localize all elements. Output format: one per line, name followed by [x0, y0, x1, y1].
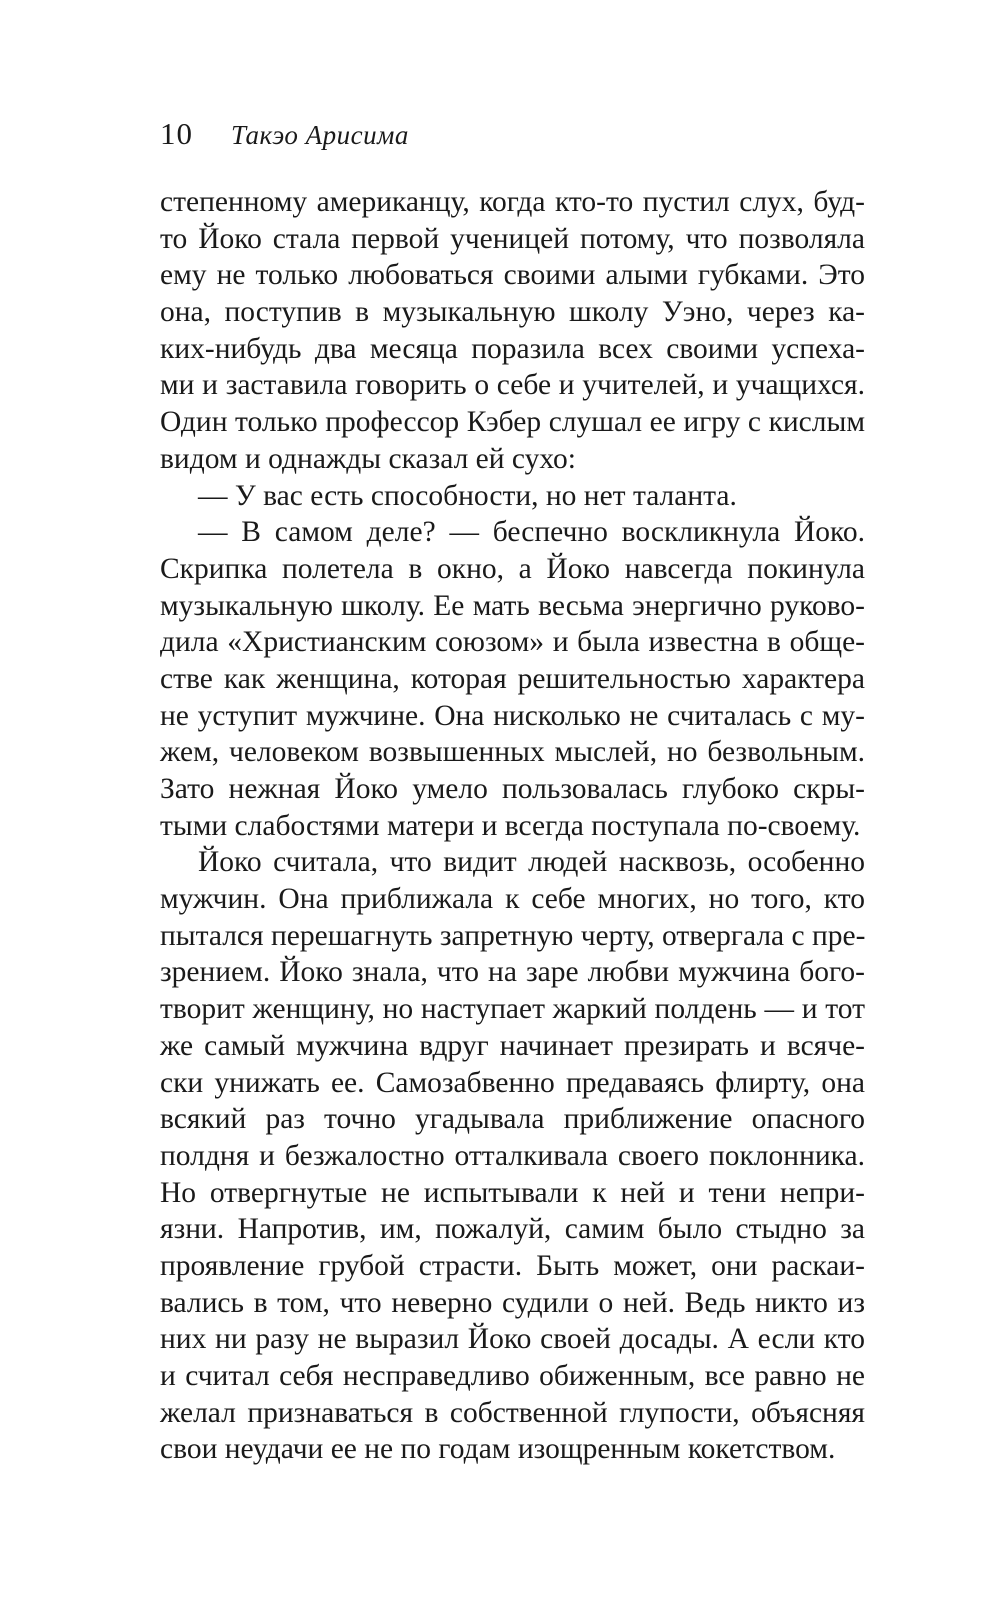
- page-number: 10: [160, 116, 193, 151]
- text-line: Йоко считала, что видит людей насквозь, особенно: [198, 846, 865, 879]
- text-line: пытался перешагнуть запретную черту, отвергала с пре-: [160, 919, 866, 952]
- text-line: свои неудачи ее не по годам изощренным кокетством.: [160, 1433, 836, 1466]
- text-line: она, поступив в музыкальную школу Уэно, через ка-: [160, 296, 865, 329]
- text-line: язни. Напротив, им, пожалуй, самим было стыдно за: [160, 1213, 865, 1246]
- body-text: [160, 184, 865, 1468]
- text-line: то Йоко стала первой ученицей потому, что позволяла: [160, 222, 865, 255]
- text-line: тыми слабостями матери и всегда поступала по-своему.: [160, 809, 861, 842]
- text-line: ких-нибудь два месяца поразила всех своими успеха-: [160, 332, 865, 365]
- text-line: же самый мужчина вдруг начинает презирать и всяче-: [160, 1029, 865, 1062]
- text-line: ски унижать ее. Самозабвенно предаваясь флирту, она: [160, 1066, 865, 1099]
- text-line: степенному американцу, когда кто-то пустил слух, буд-: [160, 186, 865, 218]
- text-line: ему не только любоваться своими алыми губками. Это: [160, 259, 865, 292]
- text-line: видом и однажды сказал ей сухо:: [160, 442, 576, 475]
- text-line: ми и заставила говорить о себе и учителей, и учащихся.: [160, 369, 865, 402]
- text-line: проявление грубой страсти. Быть может, они раскаи-: [160, 1249, 865, 1282]
- text-line: мужчин. Она приближала к себе многих, но того, кто: [160, 883, 865, 916]
- text-line: Скрипка полетела в окно, а Йоко навсегда покинула: [160, 552, 865, 585]
- text-line: всякий раз точно угадывала приближение опасного: [160, 1103, 865, 1136]
- text-line: зрением. Йоко знала, что на заре любви мужчина бого-: [160, 956, 865, 989]
- text-line: музыкальную школу. Ее мать весьма энергично руково-: [160, 589, 865, 622]
- text-line: жем, человеком возвышенных мыслей, но безвольным.: [160, 736, 865, 769]
- text-line: не уступит мужчине. Она нисколько не считалась с му-: [160, 699, 865, 732]
- running-head: Такэо Арисима: [231, 120, 409, 150]
- text-line: них ни разу не выразил Йоко своей досады. А если кто: [160, 1323, 865, 1356]
- text-line: и считал себя несправедливо обиженным, все равно не: [160, 1360, 865, 1392]
- text-line: Зато нежная Йоко умело пользовалась глубоко скры-: [160, 773, 865, 805]
- text-line: дила «Христианским союзом» и была известна в обще-: [160, 626, 865, 659]
- page-header: [160, 116, 409, 156]
- text-line: Один только профессор Кэбер слушал ее игру с кислым: [160, 406, 865, 439]
- text-line: полдня и безжалостно отталкивала своего поклонника.: [160, 1139, 865, 1172]
- text-line: вались в том, что неверно судили о ней. Ведь никто из: [160, 1286, 865, 1319]
- text-line: стве как женщина, которая решительностью характера: [160, 662, 865, 695]
- text-line: — У вас есть способности, но нет таланта.: [198, 479, 737, 512]
- text-line: желал признаваться в собственной глупости, объясняя: [160, 1396, 865, 1429]
- text-line: творит женщину, но наступает жаркий полдень — и тот: [160, 993, 865, 1026]
- text-line: — В самом деле? — беспечно воскликнула Йоко.: [198, 516, 865, 549]
- text-line: Но отвергнутые не испытывали к ней и тени непри-: [160, 1176, 865, 1209]
